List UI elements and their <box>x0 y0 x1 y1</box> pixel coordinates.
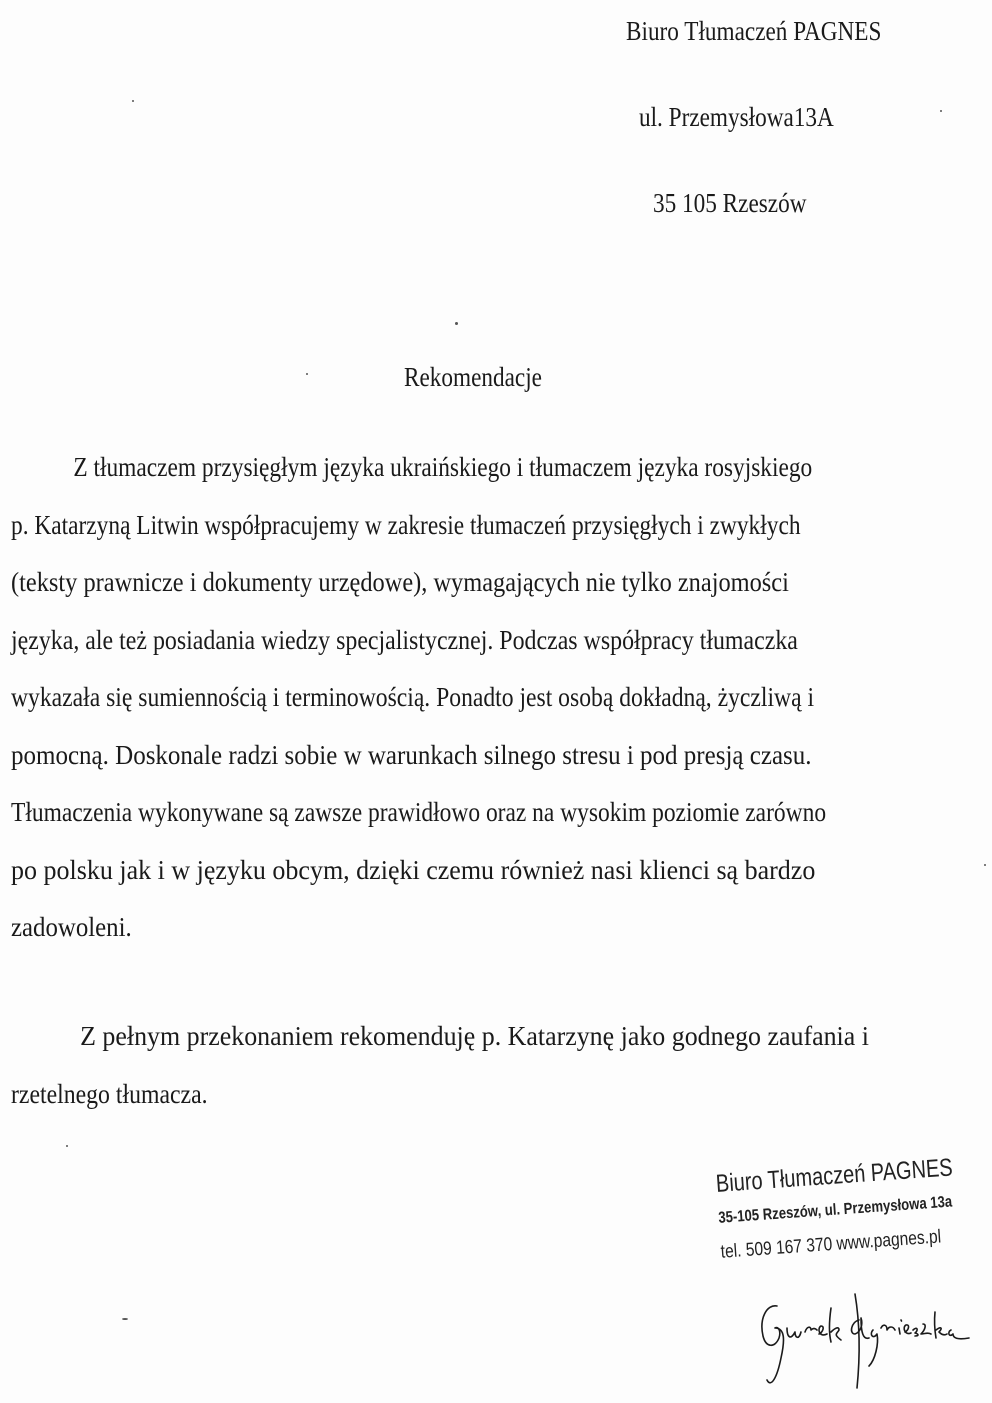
paragraph-line: Z tłumaczem przysięgłym języka ukraińskiego i tłumaczem języka rosyjskiego <box>73 452 813 482</box>
stamp-address: 35-105 Rzeszów, ul. Przemysłowa 13a <box>717 1193 953 1227</box>
scan-speck <box>984 864 986 866</box>
scan-speck <box>940 110 942 112</box>
scan-speck <box>66 1145 68 1147</box>
paragraph-line: Tłumaczenia wykonywane są zawsze prawidłowo oraz na wysokim poziomie zarówno <box>11 797 827 827</box>
stamp-company-name: Biuro Tłumaczeń PAGNES <box>715 1153 954 1198</box>
scan-speck <box>122 1318 128 1320</box>
paragraph-closing <box>11 1008 957 1123</box>
paragraph-line: po polsku jak i w języku obcym, dzięki czemu również nasi klienci są bardzo <box>11 854 816 885</box>
header-company-name: Biuro Tłumaczeń PAGNES <box>626 16 882 46</box>
document-title: Rekomendacje <box>404 362 542 392</box>
paragraph-main <box>11 439 957 957</box>
header-street: ul. Przemysłowa13A <box>639 102 834 132</box>
paragraph-line: pomocną. Doskonale radzi sobie w warunkach silnego stresu i pod presją czasu. <box>11 739 812 770</box>
handwritten-signature <box>755 1288 975 1398</box>
paragraph-line: p. Katarzyną Litwin współpracujemy w zakresie tłumaczeń przysięgłych i zwykłych <box>11 509 801 540</box>
company-stamp <box>715 1151 992 1276</box>
paragraph-line: zadowoleni. <box>11 912 132 942</box>
paragraph-line: języka, ale też posiadania wiedzy specjalistycznej. Podczas współpracy tłumaczka <box>11 624 798 655</box>
paragraph-line: (teksty prawnicze i dokumenty urzędowe), wymagających nie tylko znajomości <box>11 567 789 597</box>
scan-speck <box>306 373 308 375</box>
scan-speck <box>455 322 458 325</box>
header-city: 35 105 Rzeszów <box>653 188 807 218</box>
paragraph-line: wykazała się sumiennością i terminowością. Ponadto jest osobą dokładną, życzliwą i <box>11 682 815 712</box>
scan-speck <box>132 100 134 102</box>
paragraph-line: Z pełnym przekonaniem rekomenduję p. Katarzynę jako godnego zaufania i <box>80 1021 869 1051</box>
stamp-contact: tel. 509 167 370 www.pagnes.pl <box>720 1226 942 1263</box>
paragraph-line: rzetelnego tłumacza. <box>11 1078 208 1109</box>
